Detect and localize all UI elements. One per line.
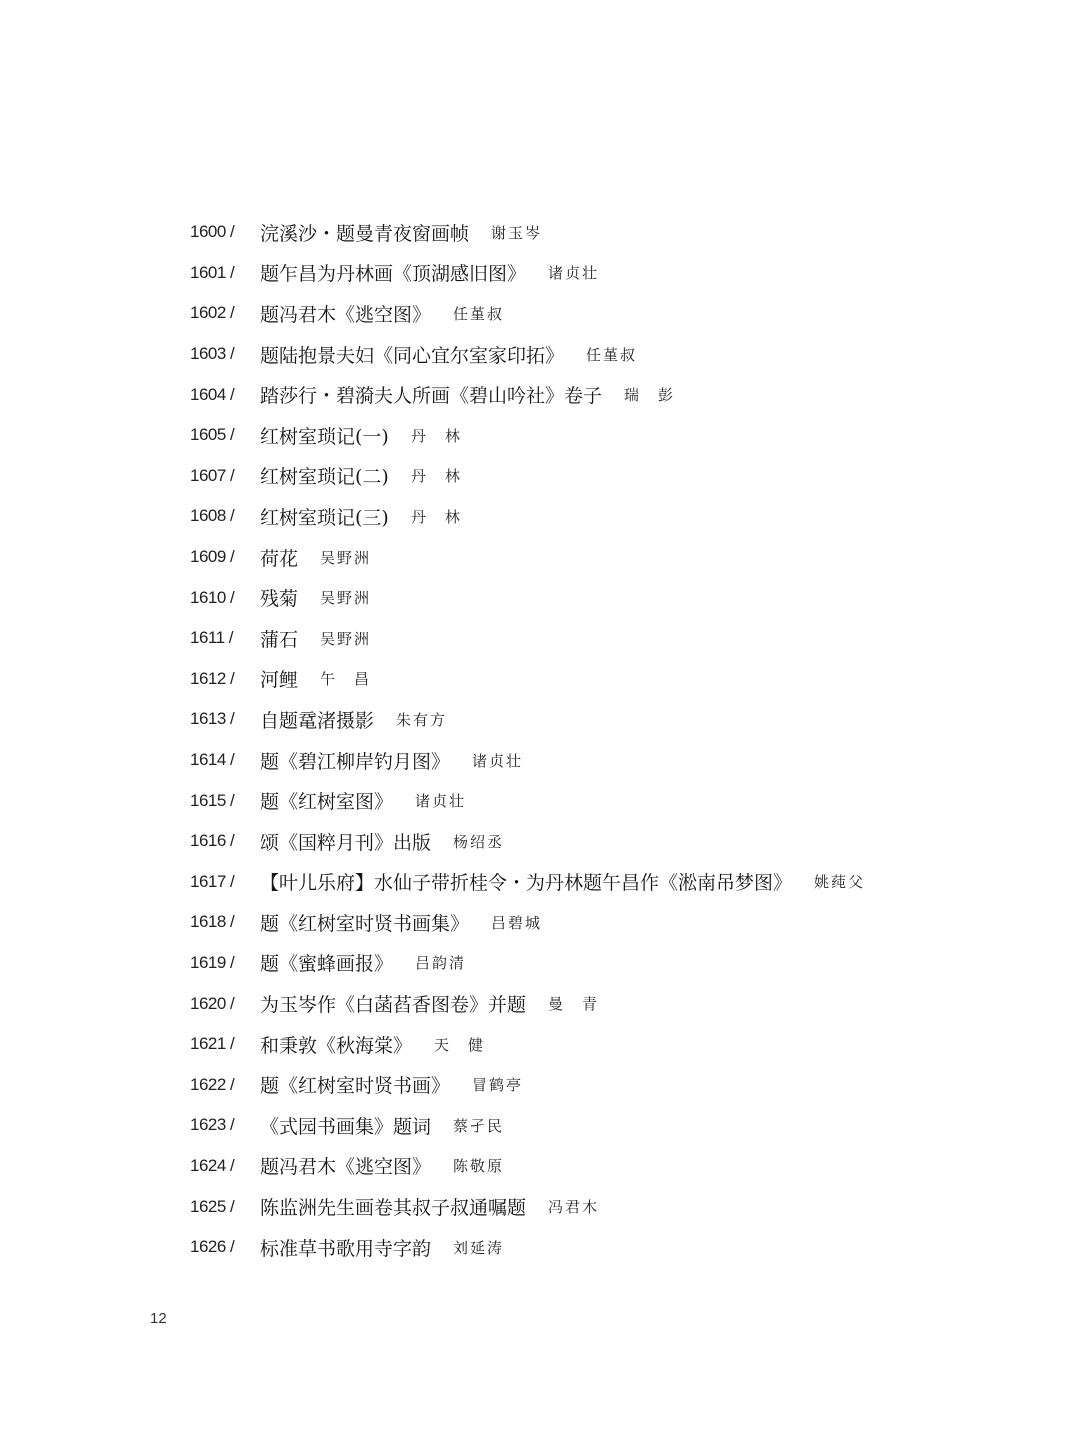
entry-number: 1625 /: [190, 1196, 235, 1216]
entry-author: 瑞 彭: [624, 386, 676, 405]
entry-number: 1607 /: [190, 465, 235, 485]
toc-entry: [190, 862, 1050, 903]
entry-author: 吴野洲: [320, 629, 372, 648]
entry-title: 荷花: [260, 547, 299, 570]
entry-number: 1612 /: [190, 668, 235, 688]
toc-entry: [190, 821, 1050, 862]
toc-entry: [190, 1024, 1050, 1065]
entry-author: 丹 林: [410, 507, 462, 526]
toc-entry: [190, 699, 1050, 740]
entry-title: 题冯君木《逃空图》: [260, 303, 432, 326]
page-number: 12: [150, 1310, 167, 1327]
entry-number: 1602 /: [190, 303, 235, 323]
entry-title: 题《红树室时贤书画》: [260, 1075, 451, 1098]
entry-title: 题《红树室图》: [260, 791, 394, 814]
entry-author: 杨绍丞: [453, 832, 505, 851]
entry-author: 天 健: [434, 1035, 486, 1054]
entry-title: 红树室琐记(一): [260, 425, 389, 448]
entry-title: 【叶儿乐府】水仙子带折桂令・为丹林题午昌作《淞南吊梦图》: [260, 872, 793, 895]
entry-title: 蒲石: [260, 628, 299, 651]
toc-entry: [190, 618, 1050, 659]
entry-author: 吴野洲: [320, 548, 372, 567]
entry-number: 1611 /: [190, 628, 234, 648]
entry-author: 诸贞壮: [548, 264, 600, 283]
entry-author: 丹 林: [410, 426, 462, 445]
entry-author: 谢玉岑: [491, 223, 543, 242]
toc-entry: [190, 1227, 1050, 1268]
entry-title: 颂《国粹月刊》出版: [260, 831, 432, 854]
entry-title: 河鲤: [260, 669, 299, 692]
toc-entry: [190, 1146, 1050, 1187]
entry-title: 红树室琐记(二): [260, 466, 389, 489]
entry-number: 1610 /: [190, 587, 235, 607]
toc-entry: [190, 415, 1050, 456]
entry-author: 冯君木: [548, 1198, 600, 1217]
entry-number: 1616 /: [190, 831, 235, 851]
entry-author: 吕韵清: [415, 954, 467, 973]
entry-number: 1619 /: [190, 952, 235, 972]
entry-number: 1603 /: [190, 344, 235, 364]
entry-author: 任堇叔: [453, 304, 505, 323]
toc-entry: [190, 740, 1050, 781]
entry-title: 红树室琐记(三): [260, 506, 389, 529]
toc-entry: [190, 943, 1050, 984]
entry-author: 吴野洲: [320, 589, 372, 608]
entry-number: 1622 /: [190, 1074, 235, 1094]
entry-title: 踏莎行・碧漪夫人所画《碧山吟社》卷子: [260, 385, 603, 408]
entry-author: 曼 青: [548, 995, 600, 1014]
entry-author: 朱有方: [396, 710, 448, 729]
toc-entry: [190, 659, 1050, 700]
toc-entry: [190, 1064, 1050, 1105]
toc-entry: [190, 1105, 1050, 1146]
toc-entry: [190, 293, 1050, 334]
entry-title: 题《碧江柳岸钓月图》: [260, 750, 451, 773]
entry-number: 1614 /: [190, 750, 235, 770]
entry-author: 蔡孑民: [453, 1116, 505, 1135]
toc-entry: [190, 334, 1050, 375]
entry-title: 和秉敦《秋海棠》: [260, 1034, 413, 1057]
toc-entry: [190, 780, 1050, 821]
entry-author: 诸贞壮: [472, 751, 524, 770]
entry-number: 1621 /: [190, 1034, 235, 1054]
toc-entry: [190, 212, 1050, 253]
entry-number: 1624 /: [190, 1155, 235, 1175]
entry-number: 1601 /: [190, 262, 235, 282]
entry-title: 题《红树室时贤书画集》: [260, 912, 470, 935]
entry-number: 1615 /: [190, 790, 235, 810]
toc-entry: [190, 577, 1050, 618]
entry-author: 午 昌: [320, 670, 372, 689]
entry-author: 陈敬原: [453, 1157, 505, 1176]
entry-number: 1609 /: [190, 547, 235, 567]
entry-title: 标准草书歌用寺字韵: [260, 1237, 432, 1260]
entry-author: 任堇叔: [586, 345, 638, 364]
toc-entry: [190, 537, 1050, 578]
toc-entry: [190, 496, 1050, 537]
entry-author: 丹 林: [410, 467, 462, 486]
entry-number: 1600 /: [190, 222, 235, 242]
entry-title: 题陆抱景夫妇《同心宜尔室家印拓》: [260, 344, 565, 367]
entry-number: 1617 /: [190, 871, 235, 891]
entry-number: 1604 /: [190, 384, 235, 404]
entry-author: 诸贞壮: [415, 792, 467, 811]
entry-number: 1623 /: [190, 1115, 235, 1135]
entry-number: 1613 /: [190, 709, 235, 729]
entry-title: 残菊: [260, 588, 299, 611]
entry-number: 1605 /: [190, 425, 235, 445]
entry-title: 题《蜜蜂画报》: [260, 953, 394, 976]
toc-entry: [190, 1186, 1050, 1227]
toc-entry: [190, 374, 1050, 415]
entry-author: 姚莼父: [814, 873, 866, 892]
table-of-contents: [190, 212, 1050, 1267]
entry-number: 1626 /: [190, 1237, 235, 1257]
entry-title: 《式园书画集》题词: [260, 1115, 432, 1138]
toc-entry: [190, 983, 1050, 1024]
toc-entry: [190, 902, 1050, 943]
entry-title: 题冯君木《逃空图》: [260, 1156, 432, 1179]
entry-number: 1620 /: [190, 993, 235, 1013]
entry-title: 浣溪沙・题曼青夜窗画帧: [260, 222, 470, 245]
toc-entry: [190, 456, 1050, 497]
entry-author: 冒鹤亭: [472, 1076, 524, 1095]
entry-title: 为玉岑作《白菡萏香图卷》并题: [260, 994, 527, 1017]
entry-number: 1608 /: [190, 506, 235, 526]
entry-title: 自题鼋渚摄影: [260, 709, 375, 732]
toc-entry: [190, 253, 1050, 294]
entry-title: 陈监洲先生画卷其叔子叔通嘱题: [260, 1197, 527, 1220]
entry-number: 1618 /: [190, 912, 235, 932]
entry-author: 刘延涛: [453, 1238, 505, 1257]
entry-author: 吕碧城: [491, 913, 543, 932]
entry-title: 题乍昌为丹林画《顶湖感旧图》: [260, 263, 527, 286]
